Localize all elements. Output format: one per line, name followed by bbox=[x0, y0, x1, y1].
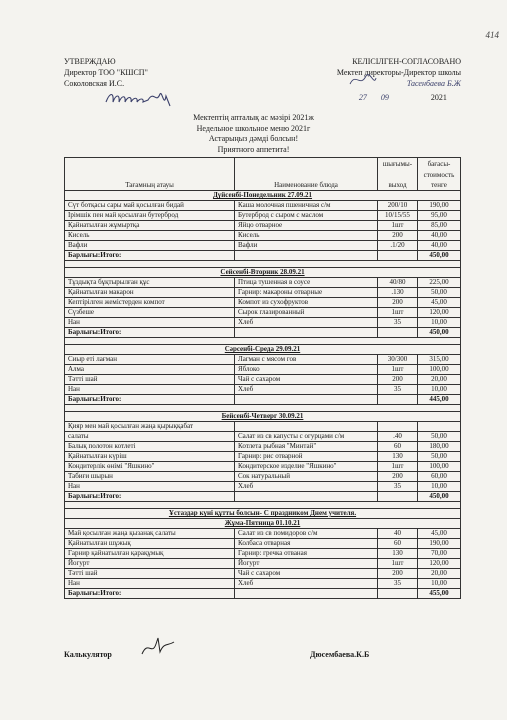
dish-yield: 1шт bbox=[378, 365, 418, 375]
dish-cost: 50,00 bbox=[418, 432, 461, 442]
dish-name-ru: Сырок глазированный bbox=[235, 308, 378, 318]
dish-name-ru: Лагман с мясом гов bbox=[235, 355, 378, 365]
table-row bbox=[65, 241, 461, 251]
dish-name-ru: Хлеб bbox=[235, 482, 378, 492]
dish-yield: 200 bbox=[378, 298, 418, 308]
dish-name-ru bbox=[235, 422, 378, 432]
agreement-month: 09 bbox=[380, 93, 389, 102]
calculator-signature bbox=[138, 636, 178, 660]
table-row bbox=[65, 422, 461, 432]
header-name-kz: Тағамның атауы bbox=[65, 158, 235, 191]
header-name-ru: Наименование блюда bbox=[235, 158, 378, 191]
approval-heading: УТВЕРЖДАЮ bbox=[64, 57, 116, 66]
dish-yield: 35 bbox=[378, 482, 418, 492]
dish-name-kz: Қайнатылған күріш bbox=[65, 452, 235, 462]
header-yield: шығымы- выход bbox=[378, 158, 418, 191]
dish-yield: 1шт bbox=[378, 221, 418, 231]
day-heading-row bbox=[65, 345, 461, 355]
total-value: 450,00 bbox=[418, 251, 461, 261]
dish-name-ru: Гарнир: гречка отваная bbox=[235, 549, 378, 559]
title-ru: Недельное школьное меню 2021г bbox=[196, 123, 311, 133]
dish-cost: 100,00 bbox=[418, 462, 461, 472]
dish-name-kz: Балық полотон котлеті bbox=[65, 442, 235, 452]
agreement-day: 27 bbox=[358, 93, 367, 102]
greeting-kz: Астарыңыз дәмді болсын! bbox=[208, 134, 299, 143]
spacer-row bbox=[65, 502, 461, 509]
dish-yield: 1шт bbox=[378, 308, 418, 318]
dish-name-kz: Қайнатылған макарон bbox=[65, 288, 235, 298]
spacer-cell bbox=[65, 261, 461, 268]
page-corner-number: 414 bbox=[485, 30, 499, 40]
total-empty bbox=[235, 251, 378, 261]
table-row bbox=[65, 385, 461, 395]
table-row bbox=[65, 442, 461, 452]
day-heading-row bbox=[65, 191, 461, 201]
dish-cost: 100,00 bbox=[418, 365, 461, 375]
total-empty bbox=[235, 328, 378, 338]
table-row bbox=[65, 355, 461, 365]
dish-name-ru: Чай с сахаром bbox=[235, 375, 378, 385]
table-row bbox=[65, 452, 461, 462]
dish-cost: 20,00 bbox=[418, 375, 461, 385]
agreement-year: 2021 bbox=[430, 93, 447, 102]
spacer-row bbox=[65, 261, 461, 268]
dish-yield: .1/20 bbox=[378, 241, 418, 251]
table-row bbox=[65, 365, 461, 375]
dish-yield: 40/80 bbox=[378, 278, 418, 288]
table-row bbox=[65, 231, 461, 241]
dish-name-kz: Ірімшік пен май қосылған бутерброд bbox=[65, 211, 235, 221]
dish-yield: 40 bbox=[378, 529, 418, 539]
dish-cost: 40,00 bbox=[418, 231, 461, 241]
dish-cost: 45,00 bbox=[418, 298, 461, 308]
dish-cost: 190,00 bbox=[418, 539, 461, 549]
menu-titles bbox=[0, 113, 507, 155]
dish-name-kz: Алма bbox=[65, 365, 235, 375]
dish-name-ru: Чай с сахаром bbox=[235, 569, 378, 579]
dish-name-ru: Йогурт bbox=[235, 559, 378, 569]
table-row bbox=[65, 472, 461, 482]
total-empty bbox=[378, 251, 418, 261]
dish-yield: 1шт bbox=[378, 559, 418, 569]
dish-name-ru: Яблоко bbox=[235, 365, 378, 375]
dish-cost: 120,00 bbox=[418, 308, 461, 318]
dish-name-kz: Кептірілген жемістерден компот bbox=[65, 298, 235, 308]
dish-yield: 200/10 bbox=[378, 201, 418, 211]
dish-cost: 10,00 bbox=[418, 579, 461, 589]
table-row bbox=[65, 318, 461, 328]
dish-yield bbox=[378, 422, 418, 432]
table-row bbox=[65, 221, 461, 231]
dish-cost: 20,00 bbox=[418, 569, 461, 579]
calculator-label: Калькулятор bbox=[64, 650, 112, 659]
table-row bbox=[65, 432, 461, 442]
dish-name-kz: Қияр мен май қосылған жаңа қырыққабат bbox=[65, 422, 235, 432]
total-empty bbox=[378, 492, 418, 502]
dish-name-kz: Нан bbox=[65, 482, 235, 492]
approver-name: Соколовская И.С. bbox=[64, 79, 125, 88]
dish-name-kz: Тәтті шай bbox=[65, 569, 235, 579]
dish-name-kz: Нан bbox=[65, 318, 235, 328]
table-row bbox=[65, 549, 461, 559]
spacer-cell bbox=[65, 502, 461, 509]
day-heading-row bbox=[65, 268, 461, 278]
day-heading: Жұма-Пятница 01.10.21 bbox=[65, 519, 461, 529]
spacer-cell bbox=[65, 338, 461, 345]
dish-name-ru: Компот из сухофруктов bbox=[235, 298, 378, 308]
total-row bbox=[65, 251, 461, 261]
table-row bbox=[65, 375, 461, 385]
dish-yield: 35 bbox=[378, 579, 418, 589]
dish-cost: 85,00 bbox=[418, 221, 461, 231]
dish-name-kz: Кондитерлік өнімі "Яшкино" bbox=[65, 462, 235, 472]
dish-cost: 45,00 bbox=[418, 529, 461, 539]
dish-yield: 60 bbox=[378, 539, 418, 549]
approver-position: Директор ТОО "КШСП" bbox=[64, 68, 148, 77]
table-row bbox=[65, 298, 461, 308]
dish-name-ru: Кондитерское изделие "Яшкино" bbox=[235, 462, 378, 472]
dish-name-ru: Птица тушенная в соусе bbox=[235, 278, 378, 288]
dish-yield: 130 bbox=[378, 452, 418, 462]
dish-name-kz: Гарнир қайнатылған қарақұмық bbox=[65, 549, 235, 559]
dish-yield: 200 bbox=[378, 231, 418, 241]
dish-cost: 10,00 bbox=[418, 385, 461, 395]
dish-name-kz: Вафли bbox=[65, 241, 235, 251]
total-value: 450,00 bbox=[418, 328, 461, 338]
dish-yield: 200 bbox=[378, 472, 418, 482]
dish-name-ru: Салат из св помидоров с/м bbox=[235, 529, 378, 539]
table-row bbox=[65, 579, 461, 589]
greeting-ru: Приятного аппетита! bbox=[217, 144, 290, 154]
day-heading: Сәрсенбі-Среда 29.09.21 bbox=[65, 345, 461, 355]
dish-name-ru: Хлеб bbox=[235, 318, 378, 328]
spacer-row bbox=[65, 405, 461, 412]
dish-yield: .40 bbox=[378, 432, 418, 442]
day-heading-row bbox=[65, 509, 461, 519]
dish-yield: 35 bbox=[378, 318, 418, 328]
dish-yield: 200 bbox=[378, 375, 418, 385]
dish-cost: 95,00 bbox=[418, 211, 461, 221]
dish-name-ru: Каша молочная пшеничная с/м bbox=[235, 201, 378, 211]
table-row bbox=[65, 559, 461, 569]
total-row bbox=[65, 328, 461, 338]
spacer-row bbox=[65, 338, 461, 345]
table-row bbox=[65, 201, 461, 211]
signature-mark-icon bbox=[348, 70, 378, 90]
agreement-signature bbox=[348, 70, 378, 95]
total-row bbox=[65, 492, 461, 502]
dish-name-ru: Хлеб bbox=[235, 385, 378, 395]
dish-name-kz: салаты bbox=[65, 432, 235, 442]
dish-name-ru: Бутерброд с сыром с маслом bbox=[235, 211, 378, 221]
table-row bbox=[65, 211, 461, 221]
total-label: Барлығы:Итого: bbox=[65, 492, 235, 502]
total-value: 455,00 bbox=[418, 589, 461, 599]
dish-name-kz: Қайнатылған шұжық bbox=[65, 539, 235, 549]
dish-cost: 315,00 bbox=[418, 355, 461, 365]
total-value: 450,00 bbox=[418, 492, 461, 502]
signature-scribble-icon bbox=[104, 86, 174, 110]
dish-yield: 60 bbox=[378, 442, 418, 452]
table-row bbox=[65, 308, 461, 318]
dish-cost: 40,00 bbox=[418, 241, 461, 251]
dish-cost: 50,00 bbox=[418, 288, 461, 298]
total-empty bbox=[235, 589, 378, 599]
dish-name-ru: Салат из св капусты с огурцами с/м bbox=[235, 432, 378, 442]
table-row bbox=[65, 462, 461, 472]
agreement-heading: КЕЛІСІЛГЕН-СОГЛАСОВАНО bbox=[352, 57, 461, 66]
dish-name-ru: Гарнир: макароны отварные bbox=[235, 288, 378, 298]
dish-name-kz: Йогурт bbox=[65, 559, 235, 569]
header-cost: бағасы- стоимость тенге bbox=[418, 158, 461, 191]
agreement-position: Мектеп директоры-Директор школы bbox=[336, 68, 461, 77]
dish-name-kz: Май қосылған жаңа қызанақ салаты bbox=[65, 529, 235, 539]
total-label: Барлығы:Итого: bbox=[65, 328, 235, 338]
total-empty bbox=[378, 589, 418, 599]
table-row bbox=[65, 529, 461, 539]
total-row bbox=[65, 589, 461, 599]
calculator-name: Дюсембаева.К.Б bbox=[310, 650, 370, 659]
director-signature bbox=[104, 86, 174, 115]
dish-yield: 1шт bbox=[378, 462, 418, 472]
total-label: Барлығы:Итого: bbox=[65, 251, 235, 261]
total-label: Барлығы:Итого: bbox=[65, 395, 235, 405]
dish-name-kz: Нан bbox=[65, 385, 235, 395]
dish-cost: 225,00 bbox=[418, 278, 461, 288]
dish-name-kz: Сүзбеше bbox=[65, 308, 235, 318]
dish-cost: 10,00 bbox=[418, 482, 461, 492]
dish-cost: 70,00 bbox=[418, 549, 461, 559]
total-empty bbox=[235, 395, 378, 405]
dish-name-kz: Сүт ботқасы сары май қосылған бидай bbox=[65, 201, 235, 211]
total-empty bbox=[378, 395, 418, 405]
table-header-row bbox=[65, 158, 461, 191]
dish-yield: 10/15/55 bbox=[378, 211, 418, 221]
dish-name-ru: Хлеб bbox=[235, 579, 378, 589]
day-heading-row bbox=[65, 519, 461, 529]
dish-yield: 130 bbox=[378, 549, 418, 559]
table-row bbox=[65, 539, 461, 549]
dish-name-ru: Вафли bbox=[235, 241, 378, 251]
table-row bbox=[65, 569, 461, 579]
dish-cost bbox=[418, 422, 461, 432]
total-value: 445,00 bbox=[418, 395, 461, 405]
dish-name-ru: Колбаса отварная bbox=[235, 539, 378, 549]
dish-name-kz: Тұздықта бұқтырылған құс bbox=[65, 278, 235, 288]
dish-name-kz: Сиыр еті лағман bbox=[65, 355, 235, 365]
total-empty bbox=[235, 492, 378, 502]
total-row bbox=[65, 395, 461, 405]
dish-cost: 50,00 bbox=[418, 452, 461, 462]
day-heading-row bbox=[65, 412, 461, 422]
dish-name-kz: Нан bbox=[65, 579, 235, 589]
day-heading: Сейсенбі-Вторник 28.09.21 bbox=[65, 268, 461, 278]
table-row bbox=[65, 278, 461, 288]
total-empty bbox=[378, 328, 418, 338]
dish-name-ru: Гарнир: рис отварной bbox=[235, 452, 378, 462]
signature-scribble-icon bbox=[138, 636, 178, 658]
table-row bbox=[65, 288, 461, 298]
dish-cost: 180,00 bbox=[418, 442, 461, 452]
dish-name-ru: Кисель bbox=[235, 231, 378, 241]
dish-cost: 120,00 bbox=[418, 559, 461, 569]
table-row bbox=[65, 482, 461, 492]
dish-name-ru: Яйцо отварное bbox=[235, 221, 378, 231]
dish-yield: .130 bbox=[378, 288, 418, 298]
dish-yield: 30/300 bbox=[378, 355, 418, 365]
dish-yield: 35 bbox=[378, 385, 418, 395]
dish-name-ru: Сок натуральный bbox=[235, 472, 378, 482]
dish-cost: 10,00 bbox=[418, 318, 461, 328]
dish-name-kz: Тәтті шай bbox=[65, 375, 235, 385]
day-heading: Дүйсенбі-Понедельник 27.09.21 bbox=[65, 191, 461, 201]
agreement-name-handwritten: Тасенбаева Б.Ж bbox=[406, 79, 461, 88]
day-heading: Бейсенбі-Четверг 30.09.21 bbox=[65, 412, 461, 422]
dish-name-kz: Кисель bbox=[65, 231, 235, 241]
dish-cost: 190,00 bbox=[418, 201, 461, 211]
dish-name-ru: Котлета рыбная "Минтай" bbox=[235, 442, 378, 452]
dish-name-kz: Қайнатылған жұмыртқа bbox=[65, 221, 235, 231]
approval-block-left bbox=[64, 56, 148, 89]
day-heading: Ұстаздар күні құтты болсын- С праздником Днем учителя. bbox=[65, 509, 461, 519]
dish-yield: 200 bbox=[378, 569, 418, 579]
total-label: Барлығы:Итого: bbox=[65, 589, 235, 599]
dish-name-kz: Табиғи шырын bbox=[65, 472, 235, 482]
spacer-cell bbox=[65, 405, 461, 412]
dish-cost: 60,00 bbox=[418, 472, 461, 482]
title-kz: Мектептің апталық ас мәзірі 2021ж bbox=[193, 113, 314, 122]
menu-table bbox=[64, 157, 461, 599]
